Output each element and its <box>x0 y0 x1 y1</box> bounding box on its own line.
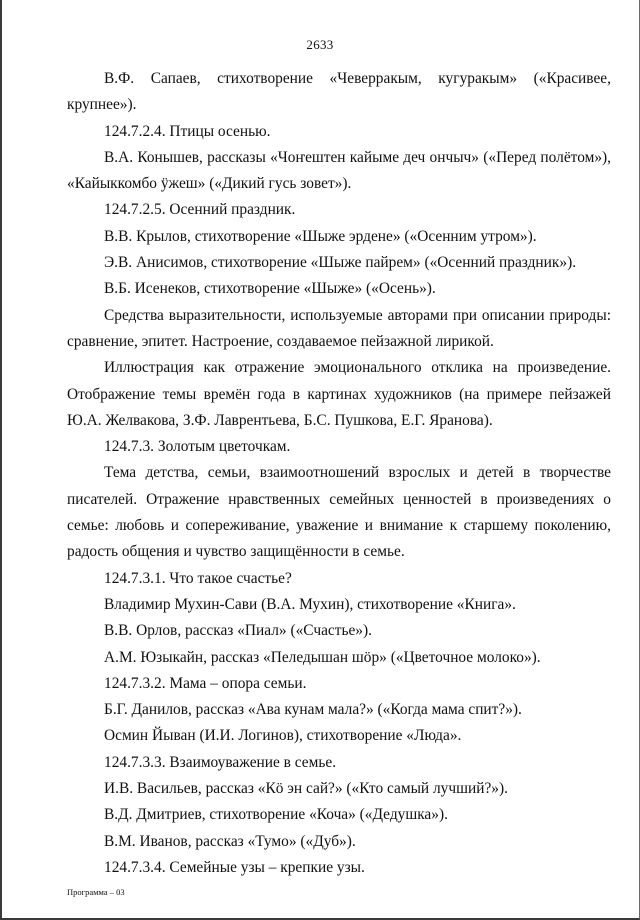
page-number: 2633 <box>306 37 334 52</box>
paragraph: В.А. Конышев, рассказы «Чоҥештен кайыме деч ончыч» («Перед полётом»), «Кайыккомбо ӱжеш» («Дикий гусь зовет»). <box>67 148 611 193</box>
paragraph: В.Б. Исенеков, стихотворение «Шыже» («Осень»). <box>104 280 436 298</box>
section-heading: 124.7.3. Золотым цветочкам. <box>104 438 291 456</box>
paragraph: Владимир Мухин-Сави (В.А. Мухин), стихотворение «Книга». <box>104 595 516 613</box>
footer-label: Программа – 03 <box>67 887 125 897</box>
paragraph: В.В. Орлов, рассказ «Пиал» («Счастье»). <box>104 622 372 640</box>
paragraph: Э.В. Анисимов, стихотворение «Шыже пайрем» («Осенний праздник»). <box>104 254 577 272</box>
section-heading: 124.7.2.5. Осенний праздник. <box>104 201 296 219</box>
paragraph: В.В. Крылов, стихотворение «Шыже эрдене» («Осенним утром»). <box>104 227 537 245</box>
paragraph: В.Д. Дмитриев, стихотворение «Коча» («Дедушка»). <box>104 806 448 824</box>
paragraph: И.В. Васильев, рассказ «Кӧ эн сай?» («Кто самый лучший?»). <box>104 780 508 798</box>
section-heading: 124.7.3.2. Мама – опора семьи. <box>104 674 307 692</box>
section-heading: 124.7.2.4. Птицы осенью. <box>104 122 271 140</box>
paragraph: В.М. Иванов, рассказ «Тумо» («Дуб»). <box>104 832 356 850</box>
paragraph: А.М. Юзыкайн, рассказ «Пеледышан шӧр» («Цветочное молоко»). <box>104 648 541 666</box>
paragraph: Иллюстрация как отражение эмоционального отклика на произведение. Отображение темы времён года в картинах художников (на примере пейзажей Ю.А. Желвакова, З.Ф. Лаврентьева, Б.С. Пушкова, Е.Г. Яранова). <box>67 359 611 429</box>
paragraph: Тема детства, семьи, взаимоотношений взрослых и детей в творчестве писателей. Отражение нравственных семейных ценностей в произведениях о семье: любовь и сопереживание, уважение и внимание к старшему поколению, радость общения и чувство защищённости в семье. <box>67 464 611 561</box>
paragraph: Средства выразительности, используемые авторами при описании природы: сравнение, эпитет. Настроение, создаваемое пейзажной лирикой. <box>67 306 611 350</box>
section-heading: 124.7.3.4. Семейные узы – крепкие узы. <box>104 858 365 876</box>
paragraph: В.Ф. Сапаев, стихотворение «Чеверракым, кугуракым» («Красивее, крупнее»). <box>67 70 611 114</box>
paragraph: Б.Г. Данилов, рассказ «Ава кунам мала?» («Когда мама спит?»). <box>104 701 522 719</box>
paragraph: Осмин Йыван (И.И. Логинов), стихотворение «Люда». <box>104 727 462 745</box>
section-heading: 124.7.3.1. Что такое счастье? <box>104 569 292 587</box>
section-heading: 124.7.3.3. Взаимоуважение в семье. <box>104 753 337 771</box>
document-body <box>67 66 611 881</box>
